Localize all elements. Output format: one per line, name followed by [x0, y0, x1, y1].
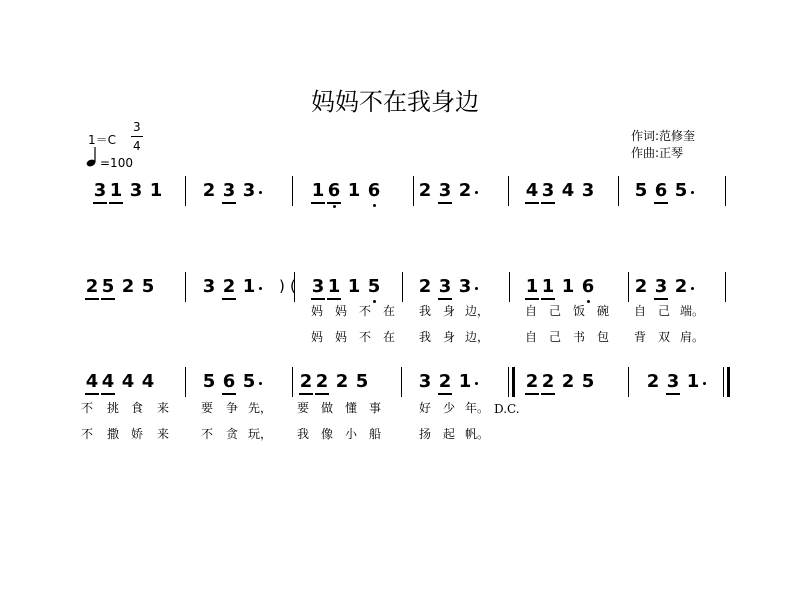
note-digit: 2: [458, 180, 472, 201]
lyric-syllable: 懂: [344, 401, 357, 415]
note-digit: 5: [367, 276, 381, 297]
note-digit: 2: [202, 180, 216, 201]
lyric-syllable: 不: [358, 304, 371, 318]
note-digit: 1: [347, 276, 361, 297]
bar-line: [185, 272, 186, 302]
note-digit: 1: [525, 276, 539, 297]
bar-line: [725, 176, 726, 206]
lyric-syllable: 船: [368, 427, 381, 441]
note-digit: 3: [418, 371, 432, 392]
bar-line: [508, 367, 509, 397]
note-underline: [541, 202, 555, 204]
note-digit: 1: [311, 180, 325, 201]
note-digit: 2: [541, 371, 555, 392]
note-digit: 2: [85, 276, 99, 297]
note-digit: 2: [418, 180, 432, 201]
note-digit: 5: [141, 276, 155, 297]
note-digit: 2: [335, 371, 349, 392]
lyric-syllable: 己: [657, 304, 670, 318]
note-digit: 3: [541, 180, 555, 201]
lyric-syllable: 双: [657, 330, 670, 344]
lyric-syllable: 玩，: [248, 427, 273, 441]
lyric-syllable: 不: [80, 401, 93, 415]
double-bar-line: [512, 367, 515, 397]
open-parenthesis: (: [290, 277, 296, 295]
note-digit: 3: [242, 180, 256, 201]
note-digit: 3: [129, 180, 143, 201]
lyric-syllable: 来: [156, 427, 169, 441]
note-underline: [85, 393, 99, 395]
note-underline: [327, 202, 341, 204]
bar-line: [723, 367, 724, 397]
lyric-syllable: 妈: [334, 304, 347, 318]
note-digit: 4: [85, 371, 99, 392]
note-digit: 2: [646, 371, 660, 392]
note-underline: [85, 298, 99, 300]
note-digit: 4: [561, 180, 575, 201]
duration-dot: [259, 287, 262, 290]
lyric-syllable: 挑: [106, 401, 119, 415]
note-digit: 3: [438, 180, 452, 201]
note-digit: 6: [222, 371, 236, 392]
low-octave-dot: [587, 300, 590, 303]
lyric-syllable: 小: [344, 427, 357, 441]
note-digit: 1: [242, 276, 256, 297]
bar-line: [185, 367, 186, 397]
note-digit: 6: [367, 180, 381, 201]
note-digit: 2: [561, 371, 575, 392]
note-underline: [541, 298, 555, 300]
lyric-syllable: 要: [200, 401, 213, 415]
note-underline: [654, 298, 668, 300]
lyric-syllable: 饭: [572, 304, 585, 318]
lyric-syllable: 要: [296, 401, 309, 415]
note-underline: [222, 393, 236, 395]
lyric-syllable: 背: [633, 330, 646, 344]
lyric-syllable: 起: [442, 427, 455, 441]
note-digit: 1: [149, 180, 163, 201]
note-digit: 3: [93, 180, 107, 201]
lyric-syllable: 己: [548, 330, 561, 344]
note-digit: 2: [634, 276, 648, 297]
tempo-marking: =100: [100, 156, 133, 170]
bar-line: [725, 272, 726, 302]
note-digit: 3: [581, 180, 595, 201]
time-signature-bottom: 4: [133, 139, 141, 153]
note-digit: 5: [101, 276, 115, 297]
duration-dot: [475, 287, 478, 290]
lyric-syllable: 身: [442, 304, 455, 318]
lyric-syllable: 像: [320, 427, 333, 441]
lyric-syllable: 做: [320, 401, 333, 415]
note-underline: [311, 298, 325, 300]
lyric-syllable: 先，: [248, 401, 273, 415]
note-digit: 6: [654, 180, 668, 201]
note-digit: 5: [581, 371, 595, 392]
note-digit: 4: [101, 371, 115, 392]
bar-line: [508, 176, 509, 206]
duration-dot: [259, 191, 262, 194]
note-digit: 4: [525, 180, 539, 201]
note-underline: [438, 202, 452, 204]
note-digit: 1: [686, 371, 700, 392]
bar-line: [292, 176, 293, 206]
lyric-syllable: 包: [596, 330, 609, 344]
lyric-syllable: 争: [225, 401, 238, 415]
note-digit: 1: [327, 276, 341, 297]
lyric-syllable: 少: [442, 401, 455, 415]
note-digit: 4: [121, 371, 135, 392]
bar-line: [413, 176, 414, 206]
bar-line: [618, 176, 619, 206]
note-underline: [222, 202, 236, 204]
close-parenthesis: ): [279, 277, 285, 295]
lyric-syllable: 我: [418, 304, 431, 318]
note-underline: [438, 393, 452, 395]
duration-dot: [691, 191, 694, 194]
bar-line: [628, 272, 629, 302]
low-octave-dot: [373, 204, 376, 207]
bar-line: [509, 272, 510, 302]
quarter-note-icon: [86, 146, 100, 168]
note-digit: 1: [541, 276, 555, 297]
note-digit: 1: [458, 371, 472, 392]
bar-line: [401, 367, 402, 397]
composer-credit: 作曲:正琴: [631, 146, 684, 160]
lyric-syllable: 事: [368, 401, 381, 415]
low-octave-dot: [333, 205, 336, 208]
lyric-syllable: 妈: [334, 330, 347, 344]
lyric-syllable: 自: [524, 304, 537, 318]
note-digit: 1: [561, 276, 575, 297]
lyric-syllable: 我: [296, 427, 309, 441]
note-underline: [525, 202, 539, 204]
note-digit: 1: [109, 180, 123, 201]
time-signature-divider: [131, 136, 143, 137]
note-underline: [222, 298, 236, 300]
lyric-syllable: 食: [130, 401, 143, 415]
note-underline: [654, 202, 668, 204]
note-underline: [438, 298, 452, 300]
lyric-syllable: 不: [80, 427, 93, 441]
lyric-syllable: 在: [382, 304, 395, 318]
note-digit: 3: [458, 276, 472, 297]
note-digit: 5: [202, 371, 216, 392]
note-digit: 2: [299, 371, 313, 392]
lyric-syllable: 来: [156, 401, 169, 415]
note-digit: 2: [438, 371, 452, 392]
key-signature: 1＝C: [88, 133, 117, 147]
time-signature-top: 3: [133, 120, 141, 134]
lyric-syllable: 我: [418, 330, 431, 344]
note-digit: 3: [438, 276, 452, 297]
lyric-syllable: 自: [633, 304, 646, 318]
lyric-syllable: 在: [382, 330, 395, 344]
lyric-syllable: 己: [548, 304, 561, 318]
lyric-syllable: 不: [358, 330, 371, 344]
lyric-syllable: 身: [442, 330, 455, 344]
note-digit: 2: [121, 276, 135, 297]
lyric-syllable: 贪: [225, 427, 238, 441]
lyric-syllable: 帆。: [465, 427, 490, 441]
note-digit: 2: [674, 276, 688, 297]
note-underline: [327, 298, 341, 300]
note-digit: 6: [581, 276, 595, 297]
song-title: 妈妈不在我身边: [311, 88, 479, 116]
note-digit: 2: [525, 371, 539, 392]
note-underline: [311, 202, 325, 204]
bar-line: [185, 176, 186, 206]
lyric-syllable: 扬: [418, 427, 431, 441]
duration-dot: [259, 382, 262, 385]
note-digit: 1: [347, 180, 361, 201]
duration-dot: [703, 382, 706, 385]
note-digit: 2: [418, 276, 432, 297]
note-digit: 6: [327, 180, 341, 201]
note-underline: [666, 393, 680, 395]
note-underline: [525, 298, 539, 300]
note-underline: [525, 393, 539, 395]
note-digit: 2: [222, 276, 236, 297]
note-digit: 3: [311, 276, 325, 297]
lyric-syllable: 娇: [130, 427, 143, 441]
lyric-syllable: 肩。: [680, 330, 705, 344]
note-digit: 3: [654, 276, 668, 297]
duration-dot: [475, 382, 478, 385]
note-underline: [93, 202, 107, 204]
lyric-syllable: 书: [572, 330, 585, 344]
lyric-syllable: 自: [524, 330, 537, 344]
dc-mark: D.C.: [494, 402, 520, 416]
note-digit: 5: [634, 180, 648, 201]
note-digit: 3: [202, 276, 216, 297]
lyric-syllable: 年。: [465, 401, 490, 415]
lyric-syllable: 撒: [106, 427, 119, 441]
lyric-syllable: 不: [200, 427, 213, 441]
note-digit: 5: [674, 180, 688, 201]
note-digit: 5: [355, 371, 369, 392]
bar-line: [292, 367, 293, 397]
note-underline: [101, 393, 115, 395]
note-digit: 2: [315, 371, 329, 392]
lyric-syllable: 碗: [596, 304, 609, 318]
final-bar-line: [727, 367, 730, 397]
duration-dot: [475, 191, 478, 194]
bar-line: [628, 367, 629, 397]
lyricist-credit: 作词:范修奎: [631, 129, 696, 143]
lyric-syllable: 端。: [680, 304, 705, 318]
note-underline: [315, 393, 329, 395]
note-underline: [299, 393, 313, 395]
duration-dot: [691, 287, 694, 290]
note-digit: 4: [141, 371, 155, 392]
note-digit: 5: [242, 371, 256, 392]
note-underline: [541, 393, 555, 395]
lyric-syllable: 边，: [465, 304, 490, 318]
note-digit: 3: [222, 180, 236, 201]
note-digit: 3: [666, 371, 680, 392]
note-underline: [109, 202, 123, 204]
lyric-syllable: 好: [418, 401, 431, 415]
lyric-syllable: 妈: [310, 330, 323, 344]
lyric-syllable: 妈: [310, 304, 323, 318]
bar-line: [402, 272, 403, 302]
note-underline: [101, 298, 115, 300]
lyric-syllable: 边，: [465, 330, 490, 344]
low-octave-dot: [373, 300, 376, 303]
